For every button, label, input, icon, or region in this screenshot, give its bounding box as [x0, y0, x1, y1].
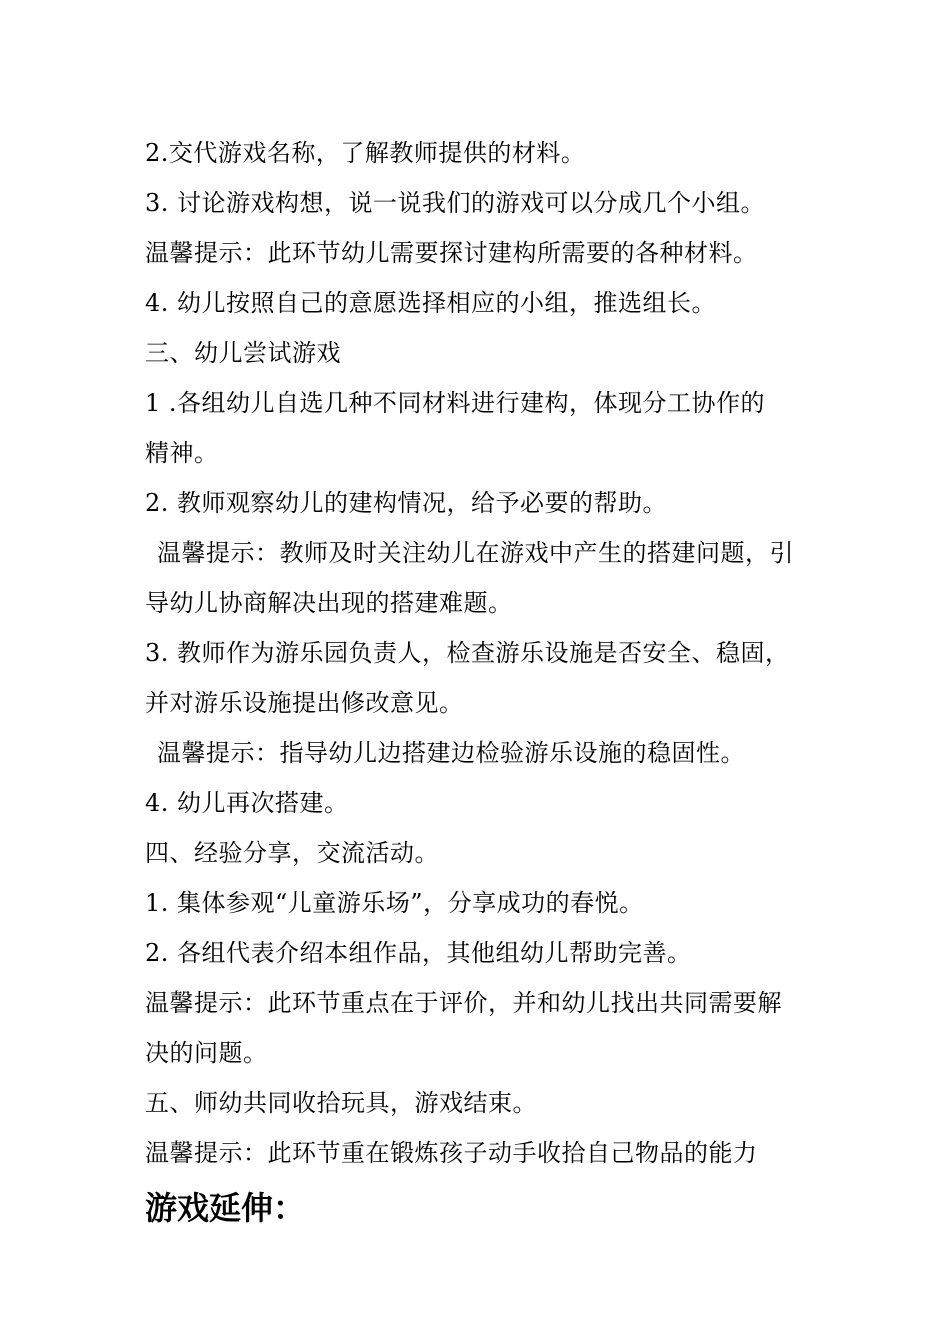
text-line-step-3: 3. 讨论游戏构想，说一说我们的游戏可以分成几个小组。 [145, 189, 766, 217]
section-heading-3: 三、幼儿尝试游戏 [145, 339, 341, 367]
text-line-tip: 温馨提示：此环节重在锻炼孩子动手收拾自己物品的能力 [145, 1139, 758, 1167]
text-line-continuation: 并对游乐设施提出修改意见。 [145, 689, 464, 717]
text-line-step-1: 1 .各组幼儿自选几种不同材料进行建构，体现分工协作的 [145, 389, 766, 417]
text-line-tip: 温馨提示：此环节重点在于评价，并和幼儿找出共同需要解 [145, 989, 782, 1017]
text-line-tip: 温馨提示：指导幼儿边搭建边检验游乐设施的稳固性。 [157, 739, 745, 767]
text-line-step-4: 4. 幼儿再次搭建。 [145, 789, 349, 817]
text-line-step-4: 4. 幼儿按照自己的意愿选择相应的小组，推选组长。 [145, 289, 717, 317]
text-line-continuation: 精神。 [145, 439, 219, 467]
text-line-tip: 温馨提示：此环节幼儿需要探讨建构所需要的各种材料。 [145, 239, 758, 267]
section-heading-5: 五、师幼共同收拾玩具，游戏结束。 [145, 1089, 537, 1117]
text-line-step-1: 1. 集体参观“儿童游乐场”，分享成功的春悦。 [145, 889, 644, 917]
text-line-step-2: 2. 教师观察幼儿的建构情况，给予必要的帮助。 [145, 489, 668, 517]
document-body [145, 128, 815, 1236]
text-line-tip: 温馨提示：教师及时关注幼儿在游戏中产生的搭建问题，引 [157, 539, 794, 567]
section-heading-4: 四、经验分享，交流活动。 [145, 839, 439, 867]
text-line-step-2: 2.交代游戏名称，了解教师提供的材料。 [145, 139, 586, 167]
game-extension-heading: 游戏延伸： [145, 1189, 306, 1227]
text-line-continuation: 导幼儿协商解决出现的搭建难题。 [145, 589, 513, 617]
text-line-continuation: 决的问题。 [145, 1039, 268, 1067]
text-line-step-3: 3. 教师作为游乐园负责人，检查游乐设施是否安全、稳固， [145, 639, 790, 667]
text-line-step-2: 2. 各组代表介绍本组作品，其他组幼儿帮助完善。 [145, 939, 692, 967]
